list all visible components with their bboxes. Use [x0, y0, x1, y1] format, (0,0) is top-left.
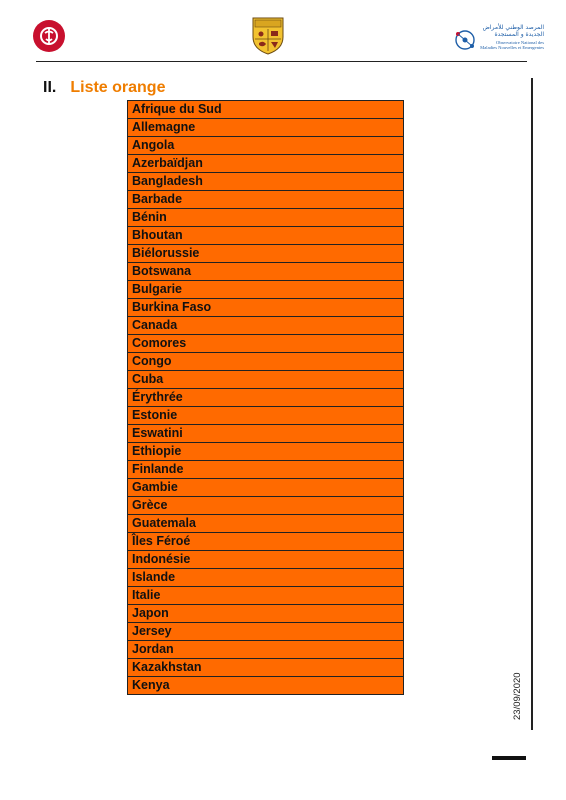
table-row — [128, 281, 404, 299]
table-row — [128, 227, 404, 245]
section-number: II. — [43, 79, 57, 96]
country-cell: Canada — [128, 317, 404, 335]
table-row — [128, 461, 404, 479]
table-row — [128, 101, 404, 119]
country-cell: Barbade — [128, 191, 404, 209]
country-cell: Jordan — [128, 641, 404, 659]
country-cell: Guatemala — [128, 515, 404, 533]
country-cell: Ethiopie — [128, 443, 404, 461]
table-row — [128, 353, 404, 371]
table-row — [128, 299, 404, 317]
country-cell: Bénin — [128, 209, 404, 227]
country-cell: Finlande — [128, 461, 404, 479]
table-row — [128, 551, 404, 569]
country-table — [127, 100, 404, 695]
country-cell: Îles Féroé — [128, 533, 404, 551]
observatory-name-fr-2: Maladies Nouvelles et Emergentes — [480, 45, 544, 51]
country-cell: Comores — [128, 335, 404, 353]
table-row — [128, 443, 404, 461]
country-cell: Burkina Faso — [128, 299, 404, 317]
table-row — [128, 317, 404, 335]
molecule-icon — [454, 26, 476, 54]
country-cell: Jersey — [128, 623, 404, 641]
document-date: 23/09/2020 — [512, 672, 523, 720]
country-cell: Grèce — [128, 497, 404, 515]
country-cell: Cuba — [128, 371, 404, 389]
table-row — [128, 119, 404, 137]
observatory-name-fr-1: Observatoire National des — [496, 40, 544, 45]
table-row — [128, 515, 404, 533]
country-cell: Indonésie — [128, 551, 404, 569]
country-cell: Eswatini — [128, 425, 404, 443]
country-cell: Kazakhstan — [128, 659, 404, 677]
table-row — [128, 389, 404, 407]
table-row — [128, 587, 404, 605]
table-row — [128, 641, 404, 659]
table-row — [128, 155, 404, 173]
table-row — [128, 137, 404, 155]
country-cell: Allemagne — [128, 119, 404, 137]
table-row — [128, 533, 404, 551]
table-row — [128, 371, 404, 389]
table-row — [128, 605, 404, 623]
country-cell: Biélorussie — [128, 245, 404, 263]
table-row — [128, 569, 404, 587]
table-row — [128, 425, 404, 443]
table-row — [128, 335, 404, 353]
table-row — [128, 173, 404, 191]
table-row — [128, 209, 404, 227]
table-row — [128, 263, 404, 281]
country-cell: Bhoutan — [128, 227, 404, 245]
header-divider — [36, 61, 527, 62]
section-title: Liste orange — [70, 79, 166, 96]
table-row — [128, 497, 404, 515]
country-cell: Afrique du Sud — [128, 101, 404, 119]
observatory-name-ar-2: الجديدة و المستجدة — [494, 31, 544, 38]
coat-of-arms-icon — [251, 15, 285, 55]
ministry-emblem-icon — [33, 20, 65, 52]
table-row — [128, 623, 404, 641]
section-heading — [43, 79, 165, 97]
footer-mark — [492, 756, 526, 760]
observatory-name-ar-1: المرصد الوطني للأمراض — [482, 24, 544, 31]
country-cell: Bulgarie — [128, 281, 404, 299]
country-cell: Azerbaïdjan — [128, 155, 404, 173]
country-cell: Islande — [128, 569, 404, 587]
country-cell: Bangladesh — [128, 173, 404, 191]
country-cell: Japon — [128, 605, 404, 623]
table-row — [128, 659, 404, 677]
observatory-logo — [454, 24, 544, 58]
country-cell: Botswana — [128, 263, 404, 281]
country-cell: Italie — [128, 587, 404, 605]
table-row — [128, 677, 404, 695]
side-divider — [531, 78, 533, 730]
country-cell: Gambie — [128, 479, 404, 497]
country-cell: Angola — [128, 137, 404, 155]
country-cell: Estonie — [128, 407, 404, 425]
table-row — [128, 407, 404, 425]
country-cell: Congo — [128, 353, 404, 371]
country-cell: Érythrée — [128, 389, 404, 407]
table-row — [128, 479, 404, 497]
table-row — [128, 245, 404, 263]
country-cell: Kenya — [128, 677, 404, 695]
table-row — [128, 191, 404, 209]
